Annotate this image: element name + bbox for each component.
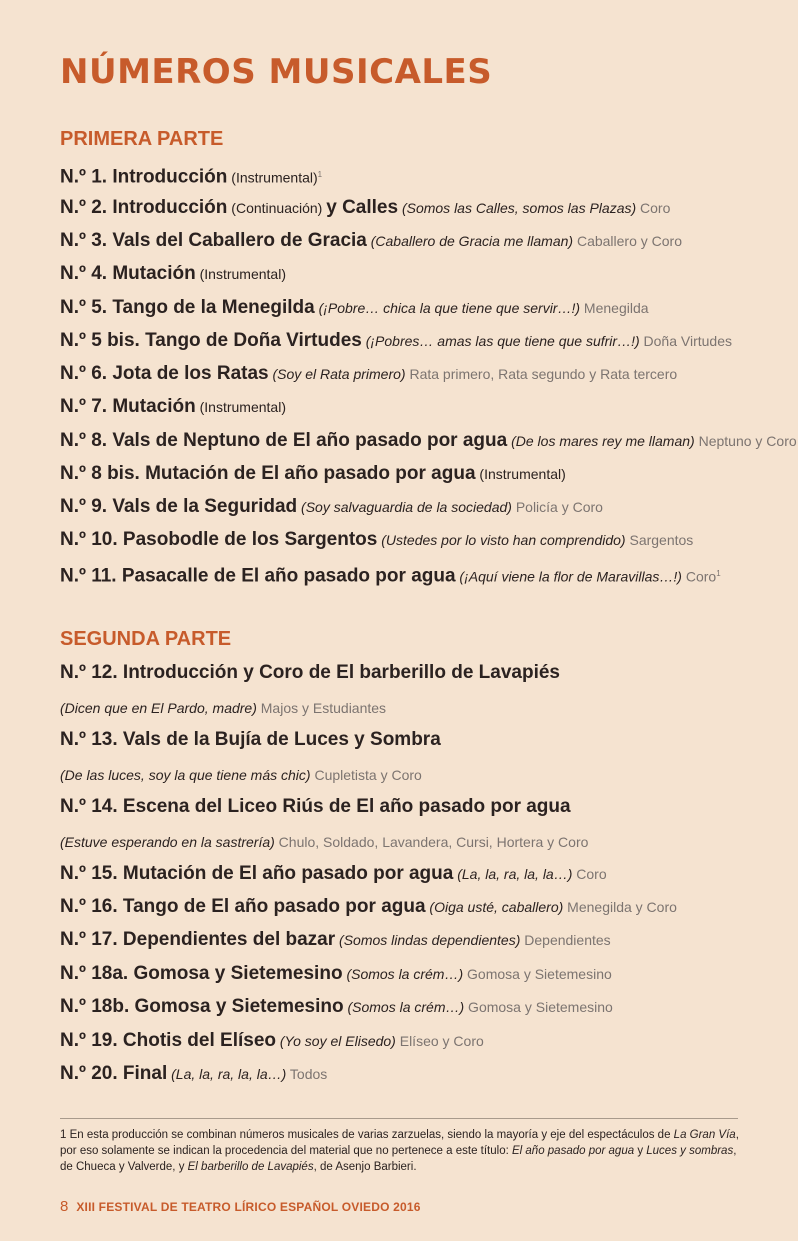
page-title: NÚMEROS MUSICALES	[60, 52, 493, 92]
footnote-text: , de Asenjo Barbieri.	[313, 1161, 417, 1173]
item-lyric: (Caballero de Gracia me llaman)	[366, 233, 574, 249]
page-number: 8	[60, 1198, 69, 1215]
list-item	[60, 730, 441, 750]
item-performers: Gomosa y Sietemesino	[464, 999, 613, 1015]
item-performers: Dependientes	[520, 932, 611, 948]
item-performers: Majos y Estudiantes	[256, 700, 387, 716]
footnote-text: 1 En esta producción se combinan números musicales de varias zarzuelas, siendo la mayoría y eje del espectáculos de	[60, 1129, 674, 1141]
list-item	[60, 564, 721, 587]
footnote-title: Luces y sombras	[646, 1145, 734, 1157]
item-lyric: (¡Pobre… chica la que tiene que servir…!)	[314, 300, 581, 316]
item-title: N.º 5. Tango de la Menegilda	[60, 297, 315, 318]
list-item	[60, 864, 607, 884]
item-title: N.º 10. Pasobodle de los Sargentos	[60, 529, 378, 550]
list-item	[60, 165, 322, 188]
list-item	[60, 231, 682, 251]
item-lyric: (Dicen que en El Pardo, madre)	[60, 700, 257, 716]
footnote-ref: 1	[317, 170, 323, 179]
part-heading-segunda: SEGUNDA PARTE	[60, 628, 232, 650]
item-note: (Instrumental)	[475, 466, 566, 482]
page-footer	[60, 1198, 421, 1216]
footer-text: XIII FESTIVAL DE TEATRO LÍRICO ESPAÑOL OVIEDO 2016	[76, 1200, 421, 1214]
list-item	[60, 497, 603, 517]
footnote-ref: 1	[716, 569, 721, 578]
item-performers: Coro	[572, 866, 607, 882]
footnote-text: , de Chueca y Valverde, y	[60, 1145, 737, 1173]
item-lyric: (Soy salvaguardia de la sociedad)	[297, 499, 512, 515]
item-performers: Coro	[681, 568, 717, 585]
item-lyric: (Ustedes por lo visto han comprendido)	[377, 532, 626, 548]
item-lyric: (Somos las Calles, somos las Plazas)	[398, 200, 637, 216]
item-note: (Instrumental)	[227, 169, 318, 186]
item-title: N.º 3. Vals del Caballero de Gracia	[60, 230, 367, 251]
item-performers: Sargentos	[625, 532, 694, 548]
list-item	[60, 663, 560, 683]
item-lyric: (¡Pobres… amas las que tiene que sufrir…!)	[361, 333, 640, 349]
item-note: (Continuación)	[227, 200, 327, 216]
item-lyric: (Yo soy el Elisedo)	[276, 1033, 396, 1049]
item-title: N.º 18a. Gomosa y Sietemesino	[60, 963, 343, 984]
item-title: N.º 8. Vals de Neptuno de El año pasado por agua	[60, 430, 508, 451]
footnote-title: El año pasado por agua	[511, 1145, 635, 1157]
item-lyric: (Somos la crém…)	[343, 999, 465, 1015]
item-title: N.º 20. Final	[60, 1063, 168, 1084]
item-performers: Elíseo y Coro	[395, 1033, 484, 1049]
item-title-cont: y Calles	[326, 197, 399, 218]
item-title: N.º 19. Chotis del Elíseo	[60, 1030, 276, 1051]
item-title: N.º 5 bis. Tango de Doña Virtudes	[60, 330, 362, 351]
list-item	[60, 930, 611, 950]
list-item	[60, 464, 566, 484]
item-note: (Instrumental)	[195, 399, 286, 415]
list-item-detail	[60, 700, 386, 716]
item-performers: Cupletista y Coro	[310, 767, 422, 783]
footnote-title: La Gran Vía	[673, 1129, 736, 1141]
footnote-title: El barberillo de Lavapiés	[187, 1161, 314, 1173]
item-title: N.º 12. Introducción y Coro de El barberillo de Lavapiés	[60, 662, 561, 683]
list-item-detail	[60, 834, 588, 850]
list-item	[60, 364, 677, 384]
item-title: N.º 18b. Gomosa y Sietemesino	[60, 996, 344, 1017]
item-performers: Menegilda	[580, 300, 649, 316]
footnote-text: , por eso solamente se indican la procedencia del material que no pertenece a este título:	[60, 1129, 739, 1157]
list-item	[60, 530, 693, 550]
list-item	[60, 397, 286, 417]
footnote-text: y	[634, 1145, 647, 1157]
list-item	[60, 198, 670, 218]
footnote	[60, 1127, 740, 1175]
footnote-divider	[60, 1118, 738, 1119]
item-title: N.º 15. Mutación de El año pasado por agua	[60, 863, 454, 884]
item-title: N.º 9. Vals de la Seguridad	[60, 496, 298, 517]
list-item	[60, 964, 612, 984]
item-performers: Menegilda y Coro	[563, 899, 677, 915]
item-title: N.º 1. Introducción	[60, 166, 228, 188]
item-performers: Chulo, Soldado, Lavandera, Cursi, Hortera y Coro	[274, 834, 589, 850]
part-heading-primera: PRIMERA PARTE	[60, 128, 224, 150]
item-performers: Caballero y Coro	[573, 233, 682, 249]
list-item	[60, 1064, 327, 1084]
list-item	[60, 264, 286, 284]
item-performers: Neptuno y Coro	[694, 433, 797, 449]
list-item	[60, 431, 797, 451]
item-title: N.º 14. Escena del Liceo Riús de El año pasado por agua	[60, 796, 571, 817]
item-note: (Instrumental)	[195, 266, 286, 282]
list-item	[60, 997, 613, 1017]
item-lyric: (Somos la crém…)	[342, 966, 464, 982]
item-title: N.º 2. Introducción	[60, 197, 228, 218]
item-title: N.º 11. Pasacalle de El año pasado por agua	[60, 565, 456, 587]
item-lyric: (Estuve esperando en la sastrería)	[60, 834, 275, 850]
item-title: N.º 17. Dependientes del bazar	[60, 929, 336, 950]
item-lyric: (La, la, ra, la, la…)	[453, 866, 573, 882]
item-title: N.º 13. Vals de la Bujía de Luces y Sombra	[60, 729, 441, 750]
list-item	[60, 897, 677, 917]
list-item-detail	[60, 767, 422, 783]
item-performers: Todos	[286, 1066, 328, 1082]
item-performers: Coro	[636, 200, 671, 216]
item-title: N.º 7. Mutación	[60, 396, 196, 417]
list-item	[60, 797, 571, 817]
item-performers: Gomosa y Sietemesino	[463, 966, 612, 982]
item-performers: Policía y Coro	[511, 499, 603, 515]
item-performers: Rata primero, Rata segundo y Rata tercero	[405, 366, 678, 382]
item-lyric: (De las luces, soy la que tiene más chic)	[60, 767, 311, 783]
item-lyric: (Somos lindas dependientes)	[335, 932, 521, 948]
item-lyric: (La, la, ra, la, la…)	[167, 1066, 287, 1082]
item-performers: Doña Virtudes	[639, 333, 732, 349]
item-lyric: (¡Aquí viene la flor de Maravillas…!)	[455, 568, 682, 585]
item-lyric: (De los mares rey me llaman)	[507, 433, 695, 449]
item-title: N.º 4. Mutación	[60, 263, 196, 284]
item-title: N.º 6. Jota de los Ratas	[60, 363, 269, 384]
item-lyric: (Soy el Rata primero)	[268, 366, 406, 382]
list-item	[60, 1031, 484, 1051]
item-lyric: (Oiga usté, caballero)	[425, 899, 564, 915]
list-item	[60, 331, 732, 351]
item-title: N.º 8 bis. Mutación de El año pasado por agua	[60, 463, 476, 484]
list-item	[60, 298, 649, 318]
item-title: N.º 16. Tango de El año pasado por agua	[60, 896, 426, 917]
